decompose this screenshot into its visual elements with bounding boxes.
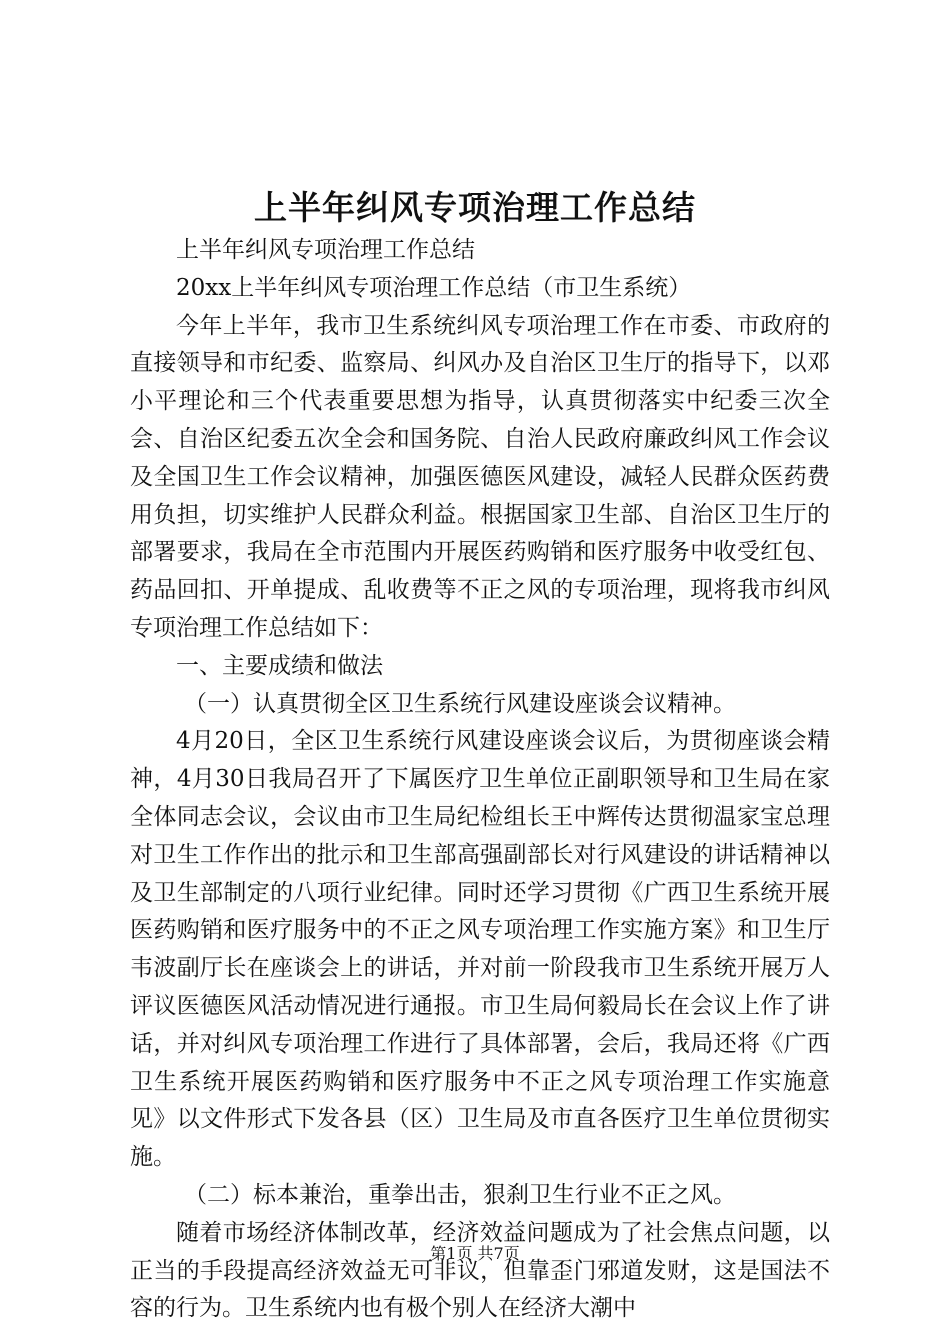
subtitle-paragraph: 上半年纠风专项治理工作总结: [176, 237, 475, 263]
body-paragraph-1: 4月20日，全区卫生系统行风建设座谈会议后，为贯彻座谈会精神，4月30日我局召开了下属医疗卫生单位正副职领导和卫生局在家全体同志会议，会议由市卫生局纪检组长王中辉传达贯彻温家宝总理对卫生工作作出的批示和卫生部高强副部长对行风建设的讲话精神以及卫生部制定的八项行业纪律。同时还学习贯彻《广西卫生系统开展医药购销和医疗服务中的不正之风专项治理工作实施方案》和卫生厅韦波副厅长在座谈会上的讲话，并对前一阶段我市卫生系统开展万人评议医德医风活动情况进行通报。市卫生局何毅局长在会议上作了讲话，并对纠风专项治理工作进行了具体部署，会后，我局还将《广西卫生系统开展医药购销和医疗服务中不正之风专项治理工作实施意见》以文件形式下发各县（区）卫生局及市直各医疗卫生单位贯彻实施。: [130, 728, 830, 1171]
document-body: [130, 232, 830, 1328]
subtitle-paragraph-2: 20xx上半年纠风专项治理工作总结（市卫生系统）: [176, 274, 692, 301]
page-footer: 第1页 共7页: [430, 1244, 520, 1263]
intro-paragraph: 今年上半年，我市卫生系统纠风专项治理工作在市委、市政府的直接领导和市纪委、监察局、纠风办及自治区卫生厅的指导下，以邓小平理论和三个代表重要思想为指导，认真贯彻落实中纪委三次全会、自治区纪委五次全会和国务院、自治人民政府廉政纠风工作会议及全国卫生工作会议精神，加强医德医风建设，减轻人民群众医药费用负担，切实维护人民群众利益。根据国家卫生部、自治区卫生厅的部署要求，我局在全市范围内开展医药购销和医疗服务中收受红包、药品回扣、开单提成、乱收费等不正之风的专项治理，现将我市纠风专项治理工作总结如下：: [130, 312, 830, 641]
subsection-heading-2: （二）标本兼治，重拳出击，狠刹卫生行业不正之风。: [184, 1181, 736, 1208]
document-title: 上半年纠风专项治理工作总结: [254, 188, 696, 227]
subsection-heading-1: （一）认真贯彻全区卫生系统行风建设座谈会议精神。: [184, 690, 736, 717]
section-heading: 一、主要成绩和做法: [176, 652, 383, 679]
body-paragraph-2: 随着市场经济体制改革，经济效益问题成为了社会焦点问题，以正当的手段提高经济效益无可非议，但靠歪门邪道发财，这是国法不容的行为。卫生系统内也有极个别人在经济大潮中: [130, 1219, 830, 1322]
